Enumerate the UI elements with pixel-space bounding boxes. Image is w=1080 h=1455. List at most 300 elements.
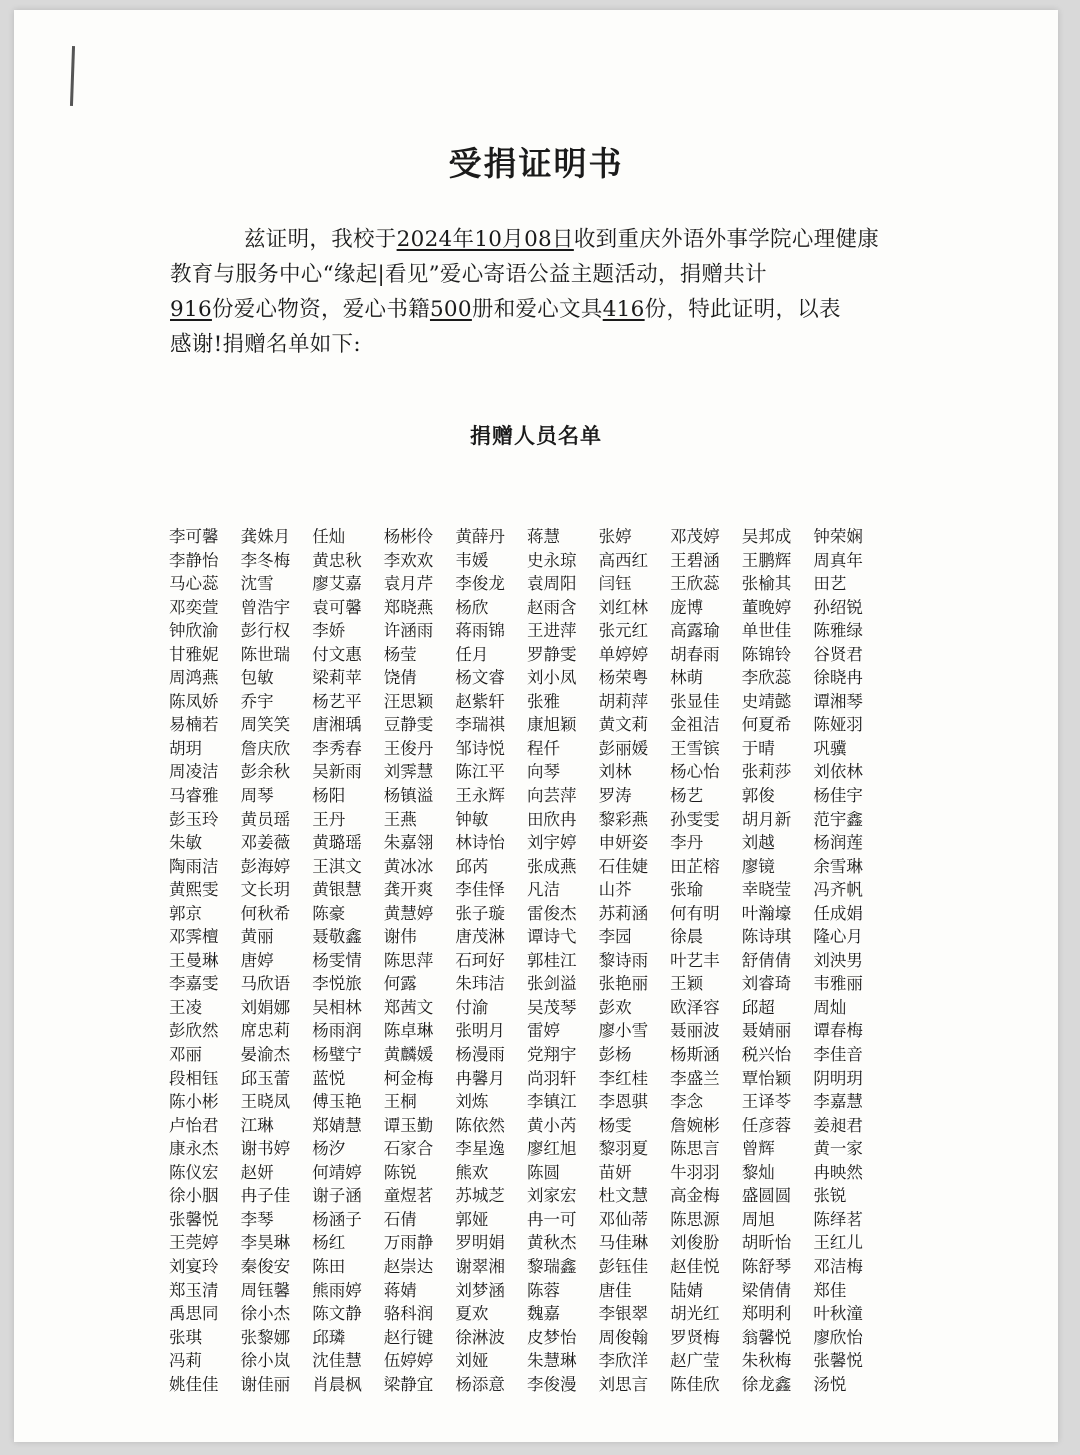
body-text-segment: 份爱心物资，爱心书籍: [211, 297, 430, 322]
donor-name: 刘泱男: [813, 950, 863, 970]
donor-name: 廖小雪: [598, 1021, 649, 1041]
donor-name: 张婷: [598, 527, 632, 546]
donor-name: 杨阳: [312, 786, 346, 806]
donor-name: 梁莉苹: [312, 668, 362, 688]
donor-name: 金祖洁: [670, 715, 720, 735]
books-count: 500: [429, 297, 472, 322]
document-page: [14, 10, 1058, 1442]
donor-name: 冉一可: [526, 1209, 577, 1229]
donor-name: 王颖: [670, 974, 704, 994]
donor-name: 谢子涵: [312, 1186, 362, 1206]
donor-name: 高露瑜: [670, 621, 720, 641]
donor-name: 康永杰: [169, 1139, 219, 1159]
donor-name: 饶倩: [383, 668, 417, 688]
donor-name: 黎瑞鑫: [526, 1256, 577, 1276]
donor-name: 周凌洁: [169, 762, 219, 782]
donor-name: 张榆其: [741, 574, 792, 594]
donor-name: 梁倩倩: [741, 1280, 792, 1300]
total-count: 916: [170, 297, 212, 322]
donor-name: 苗妍: [598, 1162, 632, 1182]
donor-name: 胡春雨: [670, 644, 720, 664]
donor-name: 凡洁: [526, 880, 560, 900]
donor-name: 陈锐: [383, 1162, 417, 1182]
donor-name: 张子璇: [455, 903, 505, 923]
donor-name: 罗明娟: [455, 1233, 505, 1253]
donor-name: 袁可馨: [312, 597, 362, 617]
donor-name: 李盛兰: [670, 1068, 720, 1088]
donor-name: 彭玉玲: [169, 809, 219, 829]
donor-name: 胡玥: [169, 738, 202, 758]
donor-name: 陈凤娇: [169, 691, 219, 711]
donor-name: 杨斯涵: [670, 1045, 720, 1065]
donor-name: 幸晓莹: [741, 880, 792, 900]
donor-name: 阴明玥: [813, 1068, 863, 1088]
donor-name: 隆心月: [813, 927, 863, 947]
donor-name: 汪思颖: [383, 691, 434, 711]
donor-name: 王俊丹: [383, 738, 434, 758]
donor-name: 刘宴玲: [169, 1256, 219, 1276]
body-text-segment: 册和爱心文具: [471, 297, 603, 322]
donor-name: 高金梅: [670, 1186, 720, 1206]
donor-name: 刘越: [741, 833, 775, 853]
donor-name: 赵佳悦: [670, 1256, 720, 1276]
body-text-segment: 收到重庆外语外事学院心理健康: [573, 227, 880, 252]
donor-name: 王进萍: [526, 621, 577, 641]
donor-name: 郭俊: [741, 786, 775, 806]
donor-name: 邱芮: [455, 856, 489, 876]
donor-name: 黄员瑶: [240, 809, 291, 829]
donor-name: 谭春梅: [813, 1021, 863, 1041]
donor-name: 熊雨婷: [312, 1280, 362, 1300]
donor-name: 陆婧: [670, 1280, 704, 1300]
donor-name: 张馨悦: [813, 1351, 863, 1371]
donor-name: 詹婉彬: [670, 1115, 720, 1135]
donor-name: 冉映然: [813, 1162, 863, 1182]
donor-name: 王淇文: [312, 856, 362, 876]
donor-name: 李嘉慧: [813, 1092, 863, 1112]
donor-name: 许涵雨: [383, 621, 434, 641]
donor-name: 王红儿: [813, 1233, 863, 1253]
donor-name: 王译苓: [741, 1092, 792, 1112]
donor-name: 彭杨: [598, 1045, 632, 1065]
donor-name: 李红桂: [598, 1068, 649, 1088]
donor-name: 郑佳: [813, 1280, 847, 1300]
donor-name: 彭丽媛: [598, 738, 649, 758]
donor-name: 何靖婷: [312, 1162, 362, 1182]
donor-name: 李镇江: [526, 1092, 577, 1112]
donor-name: 易楠若: [169, 715, 219, 735]
donor-name: 李欣蕊: [741, 668, 792, 688]
donor-name: 伍婷婷: [383, 1351, 434, 1371]
donor-name: 冯莉: [169, 1351, 202, 1371]
donor-name: 聂婧丽: [741, 1021, 792, 1041]
donor-name: 吴新雨: [312, 762, 362, 782]
donor-name: 王丹: [312, 809, 346, 829]
donor-name: 史永琼: [526, 550, 577, 570]
donor-name: 邓霁檀: [169, 927, 219, 947]
donor-name: 文长玥: [240, 880, 291, 900]
donor-name: 王永辉: [455, 786, 505, 806]
donor-name: 谢佳丽: [240, 1374, 291, 1394]
donor-name: 李昊琳: [240, 1233, 291, 1253]
donor-name: 任灿: [312, 527, 346, 546]
donor-name: 李悦旅: [312, 974, 362, 994]
donor-name: 张黎娜: [240, 1327, 291, 1347]
donor-name: 黄慧婷: [383, 903, 434, 923]
donor-name: 张莉莎: [741, 762, 792, 782]
donor-name: 杜文慧: [598, 1186, 649, 1206]
donor-name: 廖欣怡: [813, 1327, 863, 1347]
donor-name: 刘宇婷: [526, 833, 577, 853]
donor-name: 袁周阳: [526, 574, 577, 594]
donor-name: 李冬梅: [240, 550, 291, 570]
donor-name: 石佳婕: [598, 856, 649, 876]
donor-name: 李丹: [670, 833, 704, 853]
donor-name: 彭欣然: [169, 1021, 219, 1041]
donor-name: 付文惠: [312, 644, 362, 664]
donor-name: 徐小岚: [240, 1351, 291, 1371]
donor-name: 刘林: [598, 762, 632, 782]
donor-name: 廖镜: [741, 856, 775, 876]
donor-name: 何夏希: [741, 715, 792, 735]
donor-name: 王雪镔: [670, 738, 720, 758]
donor-name: 江琳: [240, 1115, 274, 1135]
donor-name: 皮梦怡: [526, 1327, 577, 1347]
donor-name: 黄小芮: [526, 1115, 577, 1135]
donor-name: 覃怡颖: [741, 1068, 792, 1088]
donor-name: 姜昶君: [813, 1115, 863, 1135]
donor-name: 马欣语: [240, 974, 291, 994]
donor-name: 高西红: [598, 550, 649, 570]
donor-name: 邱璘: [312, 1327, 346, 1347]
donor-name: 杨漫雨: [455, 1045, 505, 1065]
donor-name: 谭诗弋: [526, 927, 577, 947]
donor-name: 杨心怡: [670, 762, 720, 782]
donor-name: 杨雨润: [312, 1021, 362, 1041]
donor-name: 杨彬伶: [383, 527, 434, 546]
donor-name: 黄文莉: [598, 715, 649, 735]
donor-name: 程仟: [526, 738, 560, 758]
donor-name: 梁静宜: [383, 1374, 434, 1394]
donor-name: 刘红林: [598, 597, 649, 617]
body-line-3: [170, 292, 890, 327]
donor-name: 郑晓燕: [383, 597, 434, 617]
donor-name: 周琴: [240, 786, 274, 806]
donor-name: 赵雨含: [526, 597, 577, 617]
donor-name: 杨莹: [383, 644, 417, 664]
donor-name: 黄丽: [240, 927, 274, 947]
donor-name: 陈雅绿: [813, 621, 863, 641]
donor-name: 罗贤梅: [670, 1327, 720, 1347]
donor-list-title: 捐赠人员名单: [470, 423, 602, 448]
donor-name: 姚佳佳: [169, 1374, 219, 1394]
donor-name: 任彦蓉: [741, 1115, 792, 1135]
donor-name: 刘梦涵: [455, 1280, 505, 1300]
donor-name: 刘娟娜: [240, 997, 291, 1017]
donor-name: 任月: [455, 644, 489, 664]
donor-name: 张锐: [813, 1186, 847, 1206]
donor-name: 张瑜: [670, 880, 704, 900]
donor-name: 田欣冉: [526, 809, 577, 829]
donor-name: 胡昕怡: [741, 1233, 792, 1253]
donor-name: 刘炼: [455, 1092, 489, 1112]
body-text-segment: 份，特此证明，以表: [644, 297, 841, 322]
donor-name: 陶雨洁: [169, 856, 219, 876]
donor-name: 谢书婷: [240, 1139, 291, 1159]
donor-name: 陈文静: [312, 1304, 362, 1324]
donor-name: 聂敬鑫: [312, 927, 362, 947]
donor-name: 徐淋波: [455, 1327, 505, 1347]
donor-name: 彭余秋: [240, 762, 291, 782]
donor-name: 李佳怿: [455, 880, 505, 900]
donor-name: 秦俊安: [240, 1256, 291, 1276]
donor-name: 石珂好: [455, 950, 505, 970]
donor-name: 冯齐帆: [813, 880, 863, 900]
donor-name: 杨润莲: [813, 833, 863, 853]
donor-name: 彭行权: [240, 621, 291, 641]
donor-name: 朱秋梅: [741, 1351, 792, 1371]
donor-name: 盛圆圆: [741, 1186, 792, 1206]
donor-name: 唐茂淋: [455, 927, 505, 947]
donor-name: 陈蓉: [526, 1280, 560, 1300]
donor-name: 康旭颖: [526, 715, 577, 735]
donor-name: 卢怡君: [169, 1115, 219, 1135]
donor-name: 陈小彬: [169, 1092, 219, 1112]
donor-name: 谢翠湘: [455, 1256, 505, 1276]
donor-name: 田芷榕: [670, 856, 720, 876]
donor-name: 石倩: [383, 1209, 417, 1229]
donor-name: 邱玉蕾: [240, 1068, 291, 1088]
body-line-1: [170, 222, 890, 257]
donor-name: 黄秋杰: [526, 1233, 577, 1253]
donor-name: 肖晨枫: [312, 1374, 362, 1394]
donor-name: 雷婷: [526, 1021, 560, 1041]
donor-name: 向琴: [526, 762, 560, 782]
donor-name: 任成娟: [813, 903, 863, 923]
donor-name: 邓茂婷: [670, 527, 720, 546]
donor-name: 傅玉艳: [312, 1092, 362, 1112]
donor-name: 黄忠秋: [312, 550, 362, 570]
donor-name: 龚开爽: [383, 880, 434, 900]
donor-name: 李秀春: [312, 738, 362, 758]
scan-edge-mark: [70, 46, 75, 106]
donor-name: 张成燕: [526, 856, 577, 876]
donor-name: 叶瀚壕: [741, 903, 792, 923]
donor-name: 赵紫轩: [455, 691, 505, 711]
donor-name: 邓洁梅: [813, 1256, 863, 1276]
donor-name: 陈依然: [455, 1115, 505, 1135]
donor-name: 甘雅妮: [169, 644, 219, 664]
donor-name: 田艺: [813, 574, 847, 594]
donor-name: 李琴: [240, 1209, 274, 1229]
donor-name: 杨镇溢: [383, 786, 434, 806]
donor-name: 单婷婷: [598, 644, 649, 664]
donor-name: 尚羽轩: [526, 1068, 577, 1088]
donor-name: 范宇鑫: [813, 809, 863, 829]
donor-name: 李恩骐: [598, 1092, 649, 1112]
donor-name: 张元红: [598, 621, 649, 641]
donor-name-grid: [169, 525, 885, 1396]
donor-name: 于晴: [741, 738, 775, 758]
donor-name: 周钰馨: [240, 1280, 291, 1300]
donor-name: 杨雯: [598, 1115, 632, 1135]
donor-name: 钟敏: [455, 809, 489, 829]
donor-name: 万雨静: [383, 1233, 434, 1253]
donor-name: 杨荣粤: [598, 668, 649, 688]
donor-name: 王凌: [169, 997, 202, 1017]
donor-name: 陈田: [312, 1256, 346, 1276]
certificate-body: [170, 222, 890, 362]
donor-name: 熊欢: [455, 1162, 489, 1182]
donor-name: 陈佳欣: [670, 1374, 720, 1394]
donor-name: 黎羽夏: [598, 1139, 649, 1159]
donor-name: 陈世瑞: [240, 644, 291, 664]
donor-name: 谷贤君: [813, 644, 863, 664]
donor-name: 李瑞祺: [455, 715, 505, 735]
donor-name: 史靖懿: [741, 691, 792, 711]
donor-name: 杨添意: [455, 1374, 505, 1394]
donor-name: 龚姝月: [240, 527, 291, 546]
donor-name: 苏莉涵: [598, 903, 649, 923]
donor-name: 王欣蕊: [670, 574, 720, 594]
donor-name: 郑婧慧: [312, 1115, 362, 1135]
donor-name: 徐晓冉: [813, 668, 863, 688]
donor-name: 向芸萍: [526, 786, 577, 806]
donor-name: 陈娅羽: [813, 715, 863, 735]
donor-name: 陈江平: [455, 762, 505, 782]
donor-name: 郑玉清: [169, 1280, 219, 1300]
donor-name: 张艳丽: [598, 974, 649, 994]
donor-name: 叶艺丰: [670, 950, 720, 970]
donor-name: 周灿: [813, 997, 847, 1017]
donor-name: 廖红旭: [526, 1139, 577, 1159]
donor-name: 唐湘瑀: [312, 715, 362, 735]
donor-name: 刘思言: [598, 1374, 649, 1394]
donor-name: 黎灿: [741, 1162, 775, 1182]
document-title: 受捐证明书: [448, 144, 624, 183]
donor-name: 刘睿琦: [741, 974, 792, 994]
donor-name: 邓奕萱: [169, 597, 219, 617]
donor-name: 蒋婧: [383, 1280, 417, 1300]
donor-name: 刘霁慧: [383, 762, 434, 782]
donor-name: 魏嘉: [526, 1304, 560, 1324]
donor-name: 陈舒琴: [741, 1256, 792, 1276]
donor-name: 唐婷: [240, 950, 274, 970]
donor-name: 陈诗琪: [741, 927, 792, 947]
donor-name: 王碧涵: [670, 550, 720, 570]
donor-name: 胡光红: [670, 1304, 720, 1324]
donor-name: 彭海婷: [240, 856, 291, 876]
donor-name: 刘依林: [813, 762, 863, 782]
donor-name: 童煜茗: [383, 1186, 434, 1206]
donor-name: 陈仪宏: [169, 1162, 219, 1182]
donor-name: 周真年: [813, 550, 863, 570]
donor-name: 徐龙鑫: [741, 1374, 792, 1394]
donor-name: 李俊漫: [526, 1374, 577, 1394]
donor-name: 冉子佳: [240, 1186, 291, 1206]
donor-name: 孙绍锐: [813, 597, 863, 617]
donor-name: 杨璧宁: [312, 1045, 362, 1065]
donor-name: 王鹏辉: [741, 550, 792, 570]
donor-name: 翁馨悦: [741, 1327, 792, 1347]
donor-name: 余雪琳: [813, 856, 863, 876]
donor-name: 徐小杰: [240, 1304, 291, 1324]
donor-name: 王莞婷: [169, 1233, 219, 1253]
donor-name: 谢伟: [383, 927, 417, 947]
donor-name: 韦雅丽: [813, 974, 863, 994]
donor-name: 邹诗悦: [455, 738, 505, 758]
donor-name: 牛羽羽: [670, 1162, 720, 1182]
donor-name: 胡莉萍: [598, 691, 649, 711]
donor-name: 王燕: [383, 809, 417, 829]
donor-name: 吴茂琴: [526, 997, 577, 1017]
donor-name: 闫钰: [598, 574, 632, 594]
donor-name: 谭玉勤: [383, 1115, 434, 1135]
donor-name: 赵崇达: [383, 1256, 434, 1276]
donor-name: 李俊龙: [455, 574, 505, 594]
donor-name: 廖艾嘉: [312, 574, 362, 594]
donor-name: 钟欣渝: [169, 621, 219, 641]
body-line-4: 感谢!捐赠名单如下:: [170, 332, 361, 357]
donor-name: 张琪: [169, 1327, 202, 1347]
donor-name: 黄一家: [813, 1139, 863, 1159]
donor-name: 吴相林: [312, 997, 362, 1017]
donor-name: 朱慧琳: [526, 1351, 577, 1371]
donor-name: 周笑笑: [240, 715, 291, 735]
donor-name: 张雅: [526, 691, 560, 711]
donor-name: 陈思言: [670, 1139, 720, 1159]
donor-name: 黄璐瑶: [312, 833, 362, 853]
donor-name: 陈卓琳: [383, 1021, 434, 1041]
donor-name: 陈圆: [526, 1162, 560, 1182]
donor-name: 周旭: [741, 1209, 775, 1229]
donor-name: 李银翠: [598, 1304, 649, 1324]
donor-name: 林诗怡: [455, 833, 505, 853]
donor-name: 邓丽: [169, 1045, 202, 1065]
donor-name: 李静怡: [169, 550, 219, 570]
donor-name: 郭京: [169, 903, 202, 923]
donor-name: 唐佳: [598, 1280, 632, 1300]
donor-name: 刘娅: [455, 1351, 489, 1371]
donor-name: 包敏: [240, 668, 274, 688]
donor-name: 豆静雯: [383, 715, 434, 735]
donor-name: 黄银慧: [312, 880, 362, 900]
donor-name: 何秋希: [240, 903, 291, 923]
donor-name: 苏城芝: [455, 1186, 505, 1206]
donor-name: 张剑溢: [526, 974, 577, 994]
donor-name: 沈雪: [240, 574, 274, 594]
donor-name: 林萌: [670, 668, 704, 688]
donor-name: 吴邦成: [741, 527, 792, 546]
donor-name: 黄熙雯: [169, 880, 219, 900]
donor-name: 庞博: [670, 597, 704, 617]
donor-name: 席忠莉: [240, 1021, 291, 1041]
donor-name: 李娇: [312, 621, 346, 641]
donor-name: 郭桂江: [526, 950, 577, 970]
donor-name: 张馨悦: [169, 1209, 219, 1229]
donor-name: 柯金梅: [383, 1068, 434, 1088]
donor-name: 山芥: [598, 880, 632, 900]
donor-name: 杨艺平: [312, 691, 362, 711]
donor-name: 赵行键: [383, 1327, 434, 1347]
donor-name: 聂丽波: [670, 1021, 720, 1041]
donor-name: 杨欣: [455, 597, 489, 617]
donor-name: 赵妍: [240, 1162, 274, 1182]
donor-name: 李欣洋: [598, 1351, 649, 1371]
donor-name: 王晓凤: [240, 1092, 291, 1112]
donor-name: 何露: [383, 974, 417, 994]
donor-name: 陈思萍: [383, 950, 434, 970]
